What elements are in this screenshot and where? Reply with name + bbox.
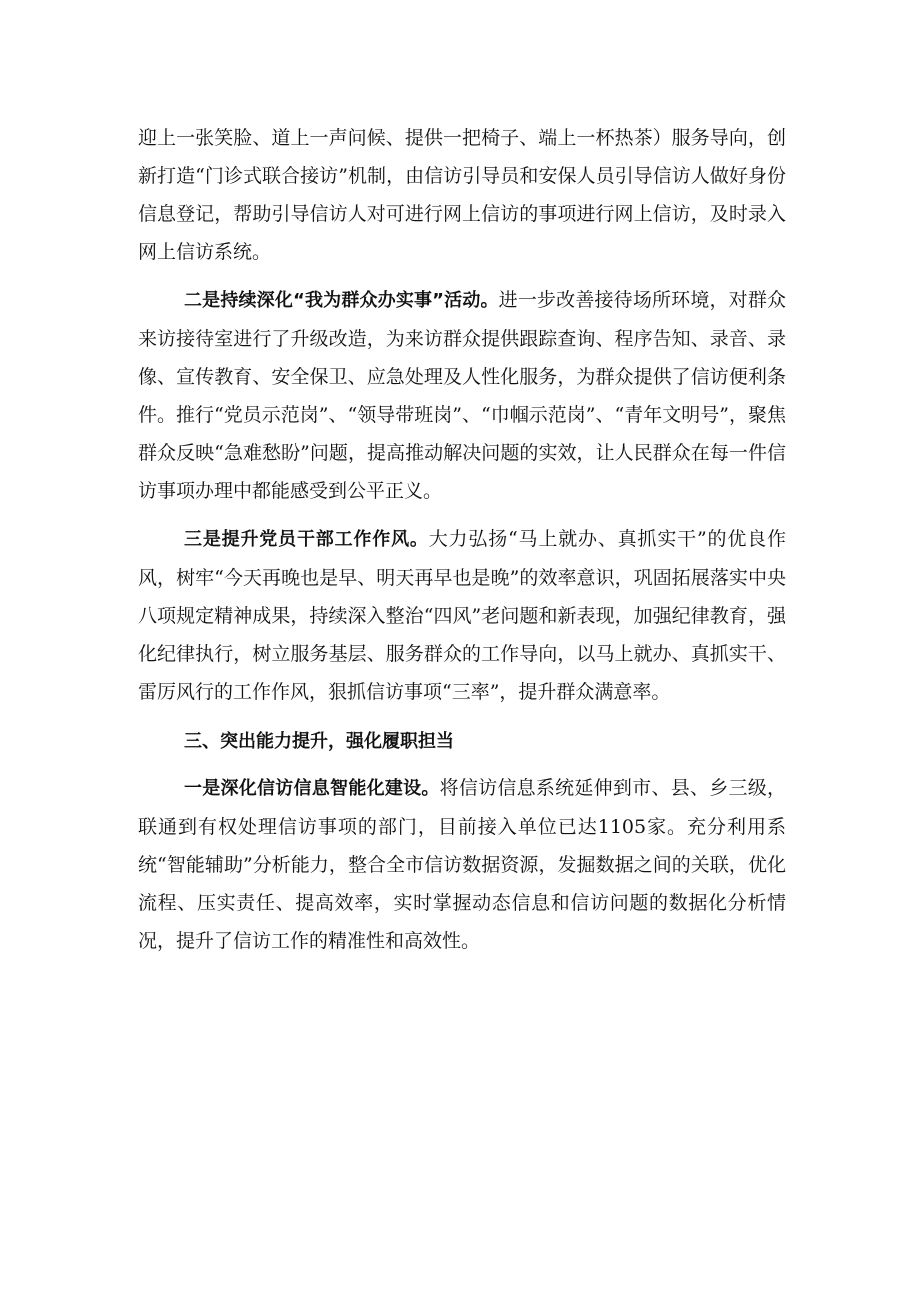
paragraph-item-one <box>138 769 786 960</box>
paragraph-text: 将信访信息系统延伸到市、县、乡三级，联通到有权处理信访事项的部门，目前接入单位已达1105家。充分利用系统“智能辅助”分析能力，整合全市信访数据资源，发掘数据之间的关联，优化流程、压实责任、提高效率，实时掌握动态信息和信访问题的数据化分析情况，提升了信访工作的精准性和高效性。 <box>138 777 786 952</box>
paragraph-lead: 一是深化信访信息智能化建设。 <box>184 778 440 799</box>
paragraph-item-two <box>138 281 786 510</box>
paragraph-text: 迎上一张笑脸、道上一声问候、提供一把椅子、端上一杯热茶）服务导向，创新打造“门诊式联合接访”机制，由信访引导员和安保人员引导信访人做好身份信息登记，帮助引导信访人对可进行网上信访的事项进行网上信访，及时录入网上信访系统。 <box>138 127 786 263</box>
paragraph-text: 大力弘扬“马上就办、真抓实干”的优良作风，树牢“今天再晚也是早、明天再早也是晚”的效率意识，巩固拓展落实中央八项规定精神成果，持续深入整治“四风”老问题和新表现，加强纪律教育，强化纪律执行，树立服务基层、服务群众的工作导向，以马上就办、真抓实干、雷厉风行的工作作风，狠抓信访事项“三率”，提升群众满意率。 <box>138 528 786 703</box>
paragraph-continuation <box>138 119 786 271</box>
paragraph-lead: 二是持续深化“我为群众办实事”活动。 <box>184 290 499 311</box>
paragraph-text: 进一步改善接待场所环境，对群众来访接待室进行了升级改造，为来访群众提供跟踪查询、程序告知、录音、录像、宣传教育、安全保卫、应急处理及人性化服务，为群众提供了信访便利条件。推行“党员示范岗”、“领导带班岗”、“巾帼示范岗”、“青年文明号”，聚焦群众反映“急难愁盼”问题，提高推动解决问题的实效，让人民群众在每一件信访事项办理中都能感受到公平正义。 <box>138 289 786 502</box>
document-body <box>138 119 786 970</box>
paragraph-item-three <box>138 520 786 711</box>
section-heading: 三、突出能力提升，强化履职担当 <box>184 731 454 752</box>
paragraph-lead: 三是提升党员干部工作作风。 <box>184 529 429 550</box>
